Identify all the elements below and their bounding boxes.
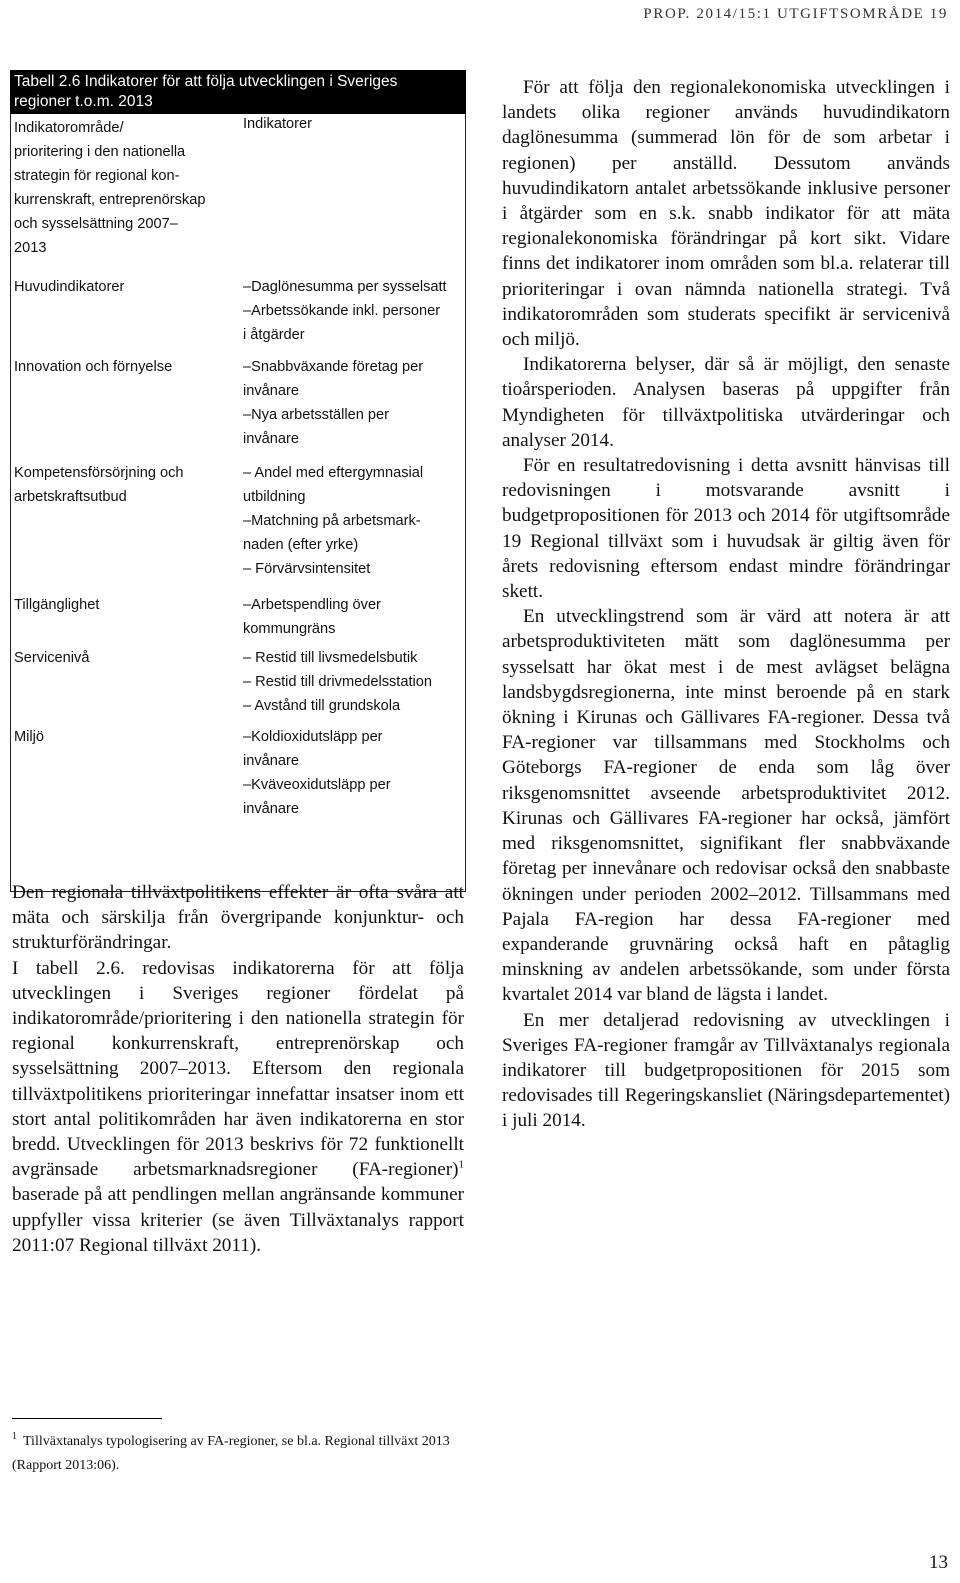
paragraph-text: I tabell 2.6. redovisas indikatorerna för att följa utvecklingen i Sveriges regioner fördelat på indikatorområde/prioritering i den nationella strategin för regional konkurrenskraft, entreprenörskap och sysselsättning 2007–2013. Eftersom den regionala tillväxtpolitikens prioriteringar innefattar insatser inom ett stort antal politikområden har även indikatorerna en stor bredd. Utvecklingen för 2013 beskrivs för 72 funktionellt avgränsade arbetsmarknadsregioner (FA-regioner) <box>12 957 464 1181</box>
footnote-mark: 1 <box>12 1431 17 1443</box>
table-row-indicators <box>243 725 463 821</box>
right-body-text <box>502 75 950 1134</box>
indicator-line: –Arbetssökande inkl. personer <box>243 303 441 319</box>
indicator-line: utbildning <box>243 489 306 505</box>
table-row-area <box>14 725 239 749</box>
table-row-area <box>14 461 239 509</box>
table-caption-line: regioner t.o.m. 2013 <box>14 93 153 110</box>
paragraph: Den regionala tillväxtpolitikens effekter är ofta svåra att mäta och särskilja från övergripande konjunktur- och strukturförändringar. <box>12 882 464 954</box>
indicator-line: invånare <box>243 383 299 399</box>
paragraph <box>12 956 464 1258</box>
table-row-indicators <box>243 275 463 347</box>
table-caption <box>10 70 466 114</box>
area-label: Servicenivå <box>14 650 90 666</box>
col1-header-line: 2013 <box>14 240 47 256</box>
indicator-line: kommungräns <box>243 621 336 637</box>
indicator-line: – Andel med eftergymnasial <box>243 465 424 481</box>
indicator-line: invånare <box>243 801 299 817</box>
col1-header-line: prioritering i den nationella <box>14 144 186 160</box>
indicator-line: invånare <box>243 753 299 769</box>
indicator-line: –Kväveoxidutsläpp per <box>243 777 391 793</box>
indicator-line: –Snabbväxande företag per <box>243 359 424 375</box>
indicator-line: –Arbetspendling över <box>243 597 381 613</box>
indicator-line: – Restid till livsmedelsbutik <box>243 650 418 666</box>
table-row-area <box>14 646 239 670</box>
indicator-line: naden (efter yrke) <box>243 537 359 553</box>
paragraph: För en resultatredovisning i detta avsnitt hänvisas till redovisningen i motsvarande avsnitt i budgetpropositionen för 2013 och 2014 för utgiftsområde 19 Regional tillväxt som i huvudsak är giltig även för årets redovisning eftersom endast mindre förändringar skett. <box>502 455 950 603</box>
col2-header: Indikatorer <box>243 116 312 132</box>
area-label: Huvudindikatorer <box>14 279 125 295</box>
indicator-line: –Daglönesumma per sysselsatt <box>243 279 447 295</box>
indicator-line: i åtgärder <box>243 327 305 343</box>
footnote-divider <box>12 1418 162 1419</box>
indicator-line: –Nya arbetsställen per <box>243 407 390 423</box>
table-body <box>10 114 466 892</box>
paragraph-text: baserade på att pendlingen mellan angränsande kommuner uppfyller vissa kriterier (se även Tillväxtanalys rapport 2011:07 Regional tillväxt 2011). <box>12 1184 464 1256</box>
left-body-text <box>12 880 464 1258</box>
footnote <box>12 1430 472 1478</box>
indicator-table <box>10 70 466 892</box>
table-row-indicators <box>243 461 463 581</box>
footnote-text: Tillväxtanalys typologisering av FA-regioner, se bl.a. Regional tillväxt 2013 (Rapport 2013:06). <box>12 1434 450 1473</box>
col1-header-line: och sysselsättning 2007– <box>14 216 178 232</box>
footnote-reference[interactable]: 1 <box>458 1158 464 1171</box>
table-row-area <box>14 355 239 379</box>
indicator-line: invånare <box>243 431 299 447</box>
col1-header <box>14 116 239 260</box>
area-label: Miljö <box>14 729 44 745</box>
area-label: Kompetensförsörjning och <box>14 465 184 481</box>
paragraph: För att följa den regionalekonomiska utvecklingen i landets olika regioner används huvudindikatorn daglönesumma (summerad lön för de som arbetar i regionen) per anställd. Dessutom används huvudindikatorn antalet arbetssökande inklusive personer i åtgärder som en s.k. snabb indikator för att mäta regionalekonomiska förändringar på kort sikt. Vidare finns det indikatorer inom områden som bl.a. relaterar till prioriteringar i ovan nämnda nationella strategi. Två indikatorområden som studerats specifikt är servicenivå och miljö. <box>502 77 950 351</box>
table-row-area <box>14 275 239 299</box>
table-caption-line: Tabell 2.6 Indikatorer för att följa utvecklingen i Sveriges <box>14 73 398 90</box>
col1-header-line: Indikatorområde/ <box>14 120 124 136</box>
table-row-area <box>14 593 239 617</box>
indicator-line: – Restid till drivmedelsstation <box>243 674 432 690</box>
table-row-indicators <box>243 646 463 718</box>
page-number: 13 <box>929 1552 948 1573</box>
paragraph: En utvecklingstrend som är värd att notera är att arbetsproduktiviteten mätt som daglönesumma per sysselsatt har ökat mest i de mest avlägset belägna landsbygdsregionerna, inte minst beroende på en stark ökning i Kirunas och Gällivares FA-regioner. Dessa två FA-regioner var tillsammans med Stockholms och Göteborgs FA-regioner de enda som låg över riksgenomsnittet avseende arbetsproduktivitet 2012. Kirunas och Gällivares FA-regioner har också, jämfört med riksgenomsnittet, signifikant fler snabbväxande företag per innevånare och redovisar också den snabbaste ökningen under perioden 2002–2012. Tillsammans med Pajala FA-region har dessa FA-regioner med expanderande gruvnäring också haft en påtaglig minskning av andelen arbetssökande, som under första kvartalet 2014 var bland de lägsta i landet. <box>502 606 950 1006</box>
indicator-line: – Avstånd till grundskola <box>243 698 401 714</box>
table-row-indicators <box>243 593 463 641</box>
paragraph: Indikatorerna belyser, där så är möjligt, den senaste tioårsperioden. Analysen baseras på uppgifter från Myndigheten för tillväxtpolitiska utvärderingar och analyser 2014. <box>502 354 950 451</box>
area-label: Innovation och förnyelse <box>14 359 173 375</box>
area-label: arbetskraftsutbud <box>14 489 127 505</box>
running-header: PROP. 2014/15:1 UTGIFTSOMRÅDE 19 <box>643 6 948 22</box>
col1-header-line: kurrenskraft, entreprenörskap <box>14 192 206 208</box>
indicator-line: –Koldioxidutsläpp per <box>243 729 383 745</box>
paragraph: En mer detaljerad redovisning av utvecklingen i Sveriges FA-regioner framgår av Tillväxtanalys regionala indikatorer till budgetpropositionen för 2015 som redovisades till Regeringskansliet (Näringsdepartementet) i juli 2014. <box>502 1009 950 1132</box>
indicator-line: –Matchning på arbetsmark- <box>243 513 421 529</box>
col1-header-line: strategin för regional kon- <box>14 168 180 184</box>
table-row-indicators <box>243 355 463 451</box>
area-label: Tillgänglighet <box>14 597 100 613</box>
indicator-line: – Förvärvsintensitet <box>243 561 371 577</box>
